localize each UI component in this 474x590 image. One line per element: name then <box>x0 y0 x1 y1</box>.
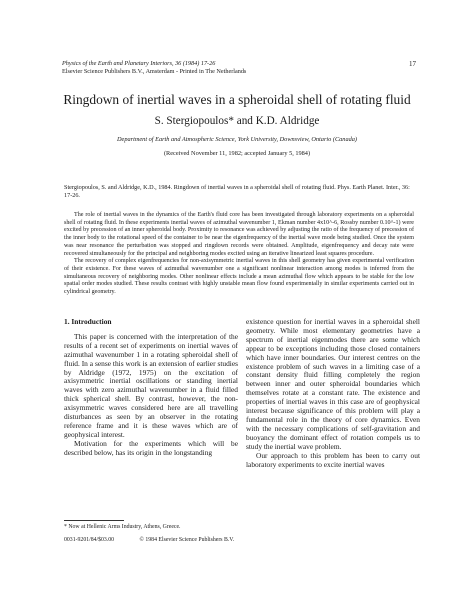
citation-block: Stergiopoulos, S. and Aldridge, K.D., 1984. Ringdown of inertial waves in a spheroidal shell of rotating fluid. Phys. Earth Planet. Inter., 36: 17-26. <box>64 184 410 199</box>
copyright-notice: © 1984 Elsevier Science Publishers B.V. <box>139 537 235 543</box>
affiliation: Department of Earth and Atmospheric Science, York University, Downsview, Ontario (Canada) <box>116 136 358 143</box>
left-column <box>64 318 238 458</box>
footnote-divider <box>64 520 124 521</box>
publisher-line: Elsevier Science Publishers B.V., Amsterdam - Printed in The Netherlands <box>62 68 247 75</box>
issn-code: 0031-9201/84/$03.00 <box>64 537 115 543</box>
section-heading: 1. Introduction <box>64 317 112 326</box>
paper-title: Ringdown of inertial waves in a spheroidal shell of rotating fluid <box>63 92 411 107</box>
page-footer <box>64 537 414 543</box>
abstract-paragraph: The role of inertial waves in the dynamics of the Earth's fluid core has been investigated through laboratory experiments on a spheroidal shell of rotating fluid. In these experiments inertial waves of azimuthal wavenumber 1, Ekman number 4x10^-6, Rossby number 0.10^-1) were excited by precession of an inner spheroidal body. Proximity to resonance was achieved by adjusting the ratio of the frequency of precession of the inner body to the rotational speed of the container to be near the eigenfrequency of the inertial wave mode being studied. Once the system was near resonance the perturbation was stopped and ringdown records were obtained. Amplitude, eigenfrequency and decay rate were recovered simultaneously for the principal and neighboring modes excited using an iterative linearized least squares procedure. <box>64 212 414 257</box>
right-column <box>246 318 420 469</box>
abstract <box>64 212 414 297</box>
body-paragraph: existence question for inertial waves in a spheroidal shell geometry. While most elementary geometries have a spectrum of inertial eigenmodes there are some which appear to be exceptions including those closed containers which have inner boundaries. Our interest centres on the existence problem of such waves in a limiting case of a constant density fluid filling completely the region between inner and outer spheroidal boundaries which themselves rotate at a constant rate. The existence and properties of inertial waves in this case are of geophysical interest because significance of this problem will play a fundamental role in the theory of core dynamics. Even with the necessary complications of self-gravitation and buoyancy the dominant effect of rotation compels us to study the inertial wave problem. <box>246 317 420 451</box>
page-number: 17 <box>409 60 416 68</box>
paper-authors: S. Stergiopoulos* and K.D. Aldridge <box>154 115 320 127</box>
footnote: * Now at Hellenic Arms Industry, Athens, Greece. <box>64 524 181 530</box>
body-paragraph: This paper is concerned with the interpretation of the results of a recent set of experiments on inertial waves of azimuthal wavenumber 1 in a rotating spheroidal shell of fluid. In a sense this work is an extension of earlier studies by Aldridge (1972, 1975) on the excitation of axisymmetric inertial oscillations or standing inertial waves with zero azimuthal wavenumber in a fluid filled thick spherical shell. By contrast, however, the non-axisymmetric waves considered here are all travelling disturbances as seen by an observer in the rotating reference frame and it is these waves which are of geophysical interest. <box>64 331 238 439</box>
journal-header <box>62 60 246 76</box>
body-paragraph: Our approach to this problem has been to carry out laboratory experiments to excite inertial waves <box>246 450 420 469</box>
body-paragraph: Motivation for the experiments which will be described below, has its origin in the longstanding <box>64 438 238 457</box>
abstract-paragraph: The recovery of complex eigenfrequencies for non-axisymmetric inertial waves in this shell geometry has given experimental verification of their existence. For these waves of azimuthal wavenumber one a significant nonlinear interaction among modes is inferred from the simultaneous recovery of neighboring modes. Other nonlinear effects include a mean azimuthal flow which appears to be stable for the low spatial order modes studied. These results contrast with highly unstable mean flow found experimentally in similar experiments carried out in cylindrical geometry. <box>64 258 414 296</box>
received-dates: (Received November 11, 1982; accepted January 5, 1984) <box>163 150 311 157</box>
journal-citation: Physics of the Earth and Planetary Interiors, 36 (1984) 17-26 <box>62 60 216 67</box>
